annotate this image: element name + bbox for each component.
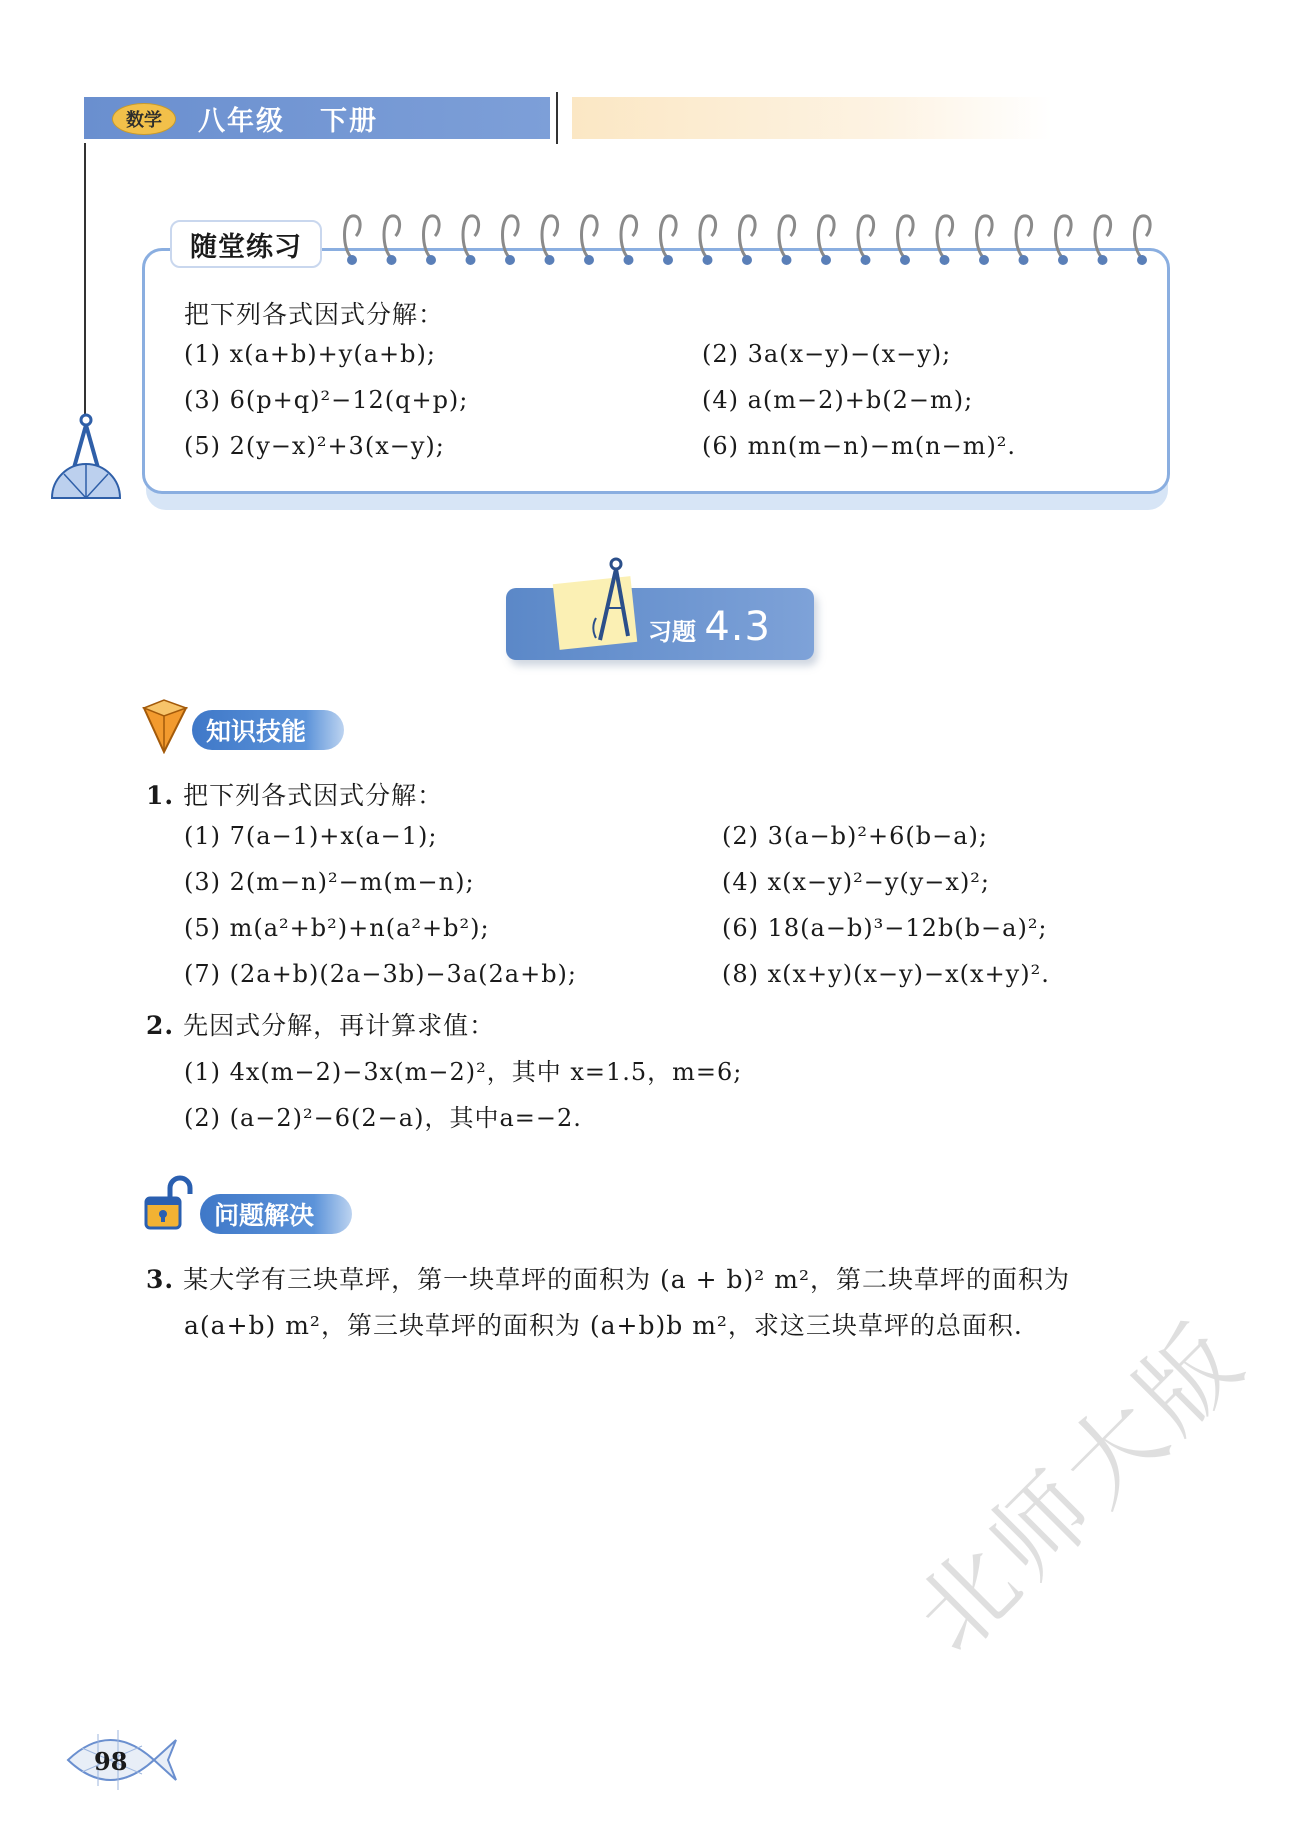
question-2-number: 2. [146,1011,175,1040]
spiral-hole [663,255,673,265]
practice-instruction: 把下列各式因式分解： [184,300,445,329]
q1-item-6: (6) 18(a−b)³−12b(b−a)²; [722,914,1048,942]
grade-label: 八年级 [198,106,285,137]
pyramid-icon [142,698,188,754]
margin-rule [84,143,86,415]
spiral-ring [1135,216,1151,258]
question-2-text: 先因式分解，再计算求值： [183,1011,496,1040]
question-1-text: 把下列各式因式分解： [183,781,444,810]
practice-item-3: (3) 6(p+q)²−12(q+p); [184,386,469,414]
practice-item-5: (5) 2(y−x)²+3(x−y); [184,432,445,460]
spiral-hole [979,255,989,265]
q1-item-7: (7) (2a+b)(2a−3b)−3a(2a+b); [184,960,577,988]
spiral-hole [900,255,910,265]
spiral-hole [1019,255,1029,265]
spiral-hole [782,255,792,265]
q1-item-5: (5) m(a²+b²)+n(a²+b²); [184,914,490,942]
compass-protractor-icon [48,412,124,502]
question-2 [146,1006,495,1042]
practice-item-1: (1) x(a+b)+y(a+b); [184,340,436,368]
practice-title: 随堂练习 [170,220,322,268]
term-label: 下册 [320,106,378,137]
spiral-hole [387,255,397,265]
header-decoration [572,97,1052,139]
spiral-ring [384,216,400,258]
spiral-hole [545,255,555,265]
spiral-hole [821,255,831,265]
knowledge-section-title: 知识技能 [192,710,344,750]
question-3-line-2: a(a+b) m²，第三块草坪的面积为 (a+b)b m²，求这三块草坪的总面积. [184,1311,1023,1340]
page-number: 98 [94,1747,128,1776]
question-1-number: 1. [146,781,175,810]
exercise-number: 4.3 [704,604,771,650]
question-1 [146,776,443,812]
spiral-ring [463,216,479,258]
q1-item-2: (2) 3(a−b)²+6(b−a); [722,822,988,850]
spiral-hole [624,255,634,265]
spiral-hole [426,255,436,265]
spiral-hole [703,255,713,265]
spiral-ring [819,216,835,258]
spiral-binding-icon [340,210,1160,270]
spiral-hole [742,255,752,265]
question-3-line-1 [146,1260,1070,1296]
spiral-ring [345,216,361,258]
spiral-ring [700,216,716,258]
spiral-ring [503,216,519,258]
q1-item-4: (4) x(x−y)²−y(y−x)²; [722,868,991,896]
practice-item-4: (4) a(m−2)+b(2−m); [702,386,974,414]
spiral-ring [858,216,874,258]
spiral-ring [898,216,914,258]
padlock-icon [142,1174,194,1232]
spiral-hole [347,255,357,265]
spiral-hole [466,255,476,265]
problem-section-title: 问题解决 [200,1194,352,1234]
spiral-ring [1016,216,1032,258]
spiral-ring [740,216,756,258]
spiral-ring [937,216,953,258]
spiral-ring [582,216,598,258]
spiral-hole [1058,255,1068,265]
subject-badge: 数学 [112,103,176,135]
q2-item-1: (1) 4x(m−2)−3x(m−2)²，其中 x=1.5，m=6; [184,1058,743,1086]
spiral-hole [505,255,515,265]
practice-item-2: (2) 3a(x−y)−(x−y); [702,340,952,368]
header-divider [556,92,558,144]
spiral-ring [661,216,677,258]
spiral-ring [621,216,637,258]
spiral-ring [424,216,440,258]
spiral-ring [542,216,558,258]
spiral-ring [1056,216,1072,258]
q1-item-3: (3) 2(m−n)²−m(m−n); [184,868,475,896]
compass-icon [570,556,640,650]
spiral-ring [977,216,993,258]
q1-item-8: (8) x(x+y)(x−y)−x(x+y)². [722,960,1050,988]
q1-item-1: (1) 7(a−1)+x(a−1); [184,822,438,850]
spiral-hole [1098,255,1108,265]
exercise-label: 习题 [648,618,696,646]
spiral-hole [1137,255,1147,265]
q2-item-2: (2) (a−2)²−6(2−a)，其中a=−2. [184,1104,582,1132]
question-3-text-1: 某大学有三块草坪，第一块草坪的面积为 (a + b)² m²，第二块草坪的面积为 [183,1265,1070,1294]
exercise-heading [648,604,771,650]
question-3-number: 3. [146,1265,175,1294]
spiral-hole [861,255,871,265]
practice-item-6: (6) mn(m−n)−m(n−m)². [702,432,1017,460]
spiral-hole [940,255,950,265]
spiral-ring [779,216,795,258]
spiral-hole [584,255,594,265]
watermark: 北师大版 [894,1299,1268,1674]
spiral-ring [1095,216,1111,258]
